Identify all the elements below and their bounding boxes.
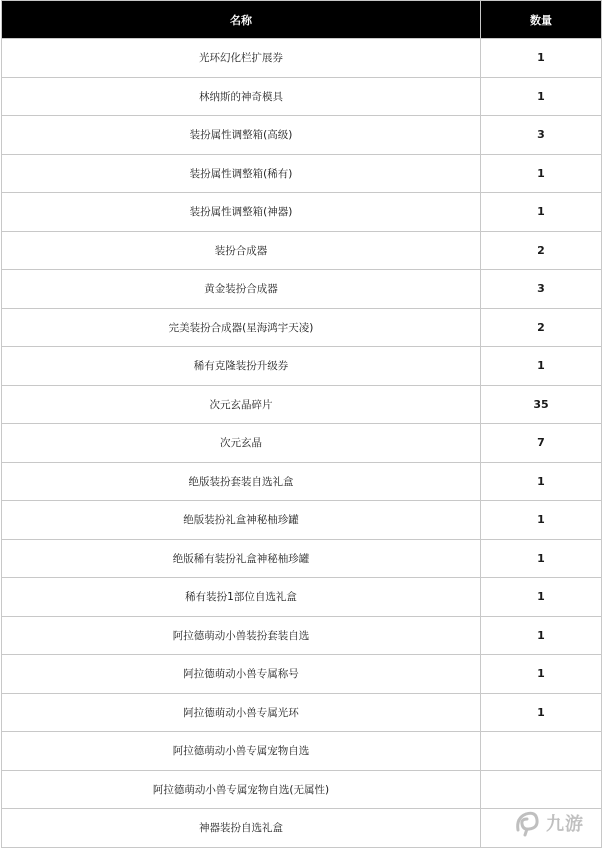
item-table bbox=[1, 0, 602, 848]
item-qty-cell: 1 bbox=[481, 77, 602, 116]
item-qty-cell: 1 bbox=[481, 501, 602, 540]
header-row bbox=[2, 1, 602, 39]
item-qty-cell: 2 bbox=[481, 231, 602, 270]
header-qty: 数量 bbox=[481, 1, 602, 39]
item-qty-cell: 1 bbox=[481, 578, 602, 617]
item-name-cell: 神器装扮自选礼盒 bbox=[2, 809, 481, 848]
table-row bbox=[2, 693, 602, 732]
item-name-cell: 完美装扮合成器(星海鸿宇天凌) bbox=[2, 308, 481, 347]
item-name-cell: 阿拉德萌动小兽专属光环 bbox=[2, 693, 481, 732]
item-qty-cell: 1 bbox=[481, 616, 602, 655]
item-qty-cell bbox=[481, 770, 602, 809]
table-row bbox=[2, 116, 602, 155]
item-qty-cell: 1 bbox=[481, 347, 602, 386]
item-qty-cell: 3 bbox=[481, 270, 602, 309]
item-qty-cell: 7 bbox=[481, 424, 602, 463]
item-name-cell: 阿拉德萌动小兽专属宠物自选(无属性) bbox=[2, 770, 481, 809]
item-name-cell: 绝版稀有装扮礼盒神秘柚珍罐 bbox=[2, 539, 481, 578]
item-qty-cell: 1 bbox=[481, 154, 602, 193]
table-row bbox=[2, 347, 602, 386]
item-name-cell: 绝版装扮套装自选礼盒 bbox=[2, 462, 481, 501]
table-row bbox=[2, 655, 602, 694]
item-name-cell: 次元玄晶 bbox=[2, 424, 481, 463]
item-name-cell: 装扮属性调整箱(稀有) bbox=[2, 154, 481, 193]
watermark-text: 九游 bbox=[546, 814, 584, 835]
item-name-cell: 光环幻化栏扩展券 bbox=[2, 39, 481, 78]
table-row bbox=[2, 501, 602, 540]
header-name: 名称 bbox=[2, 1, 481, 39]
item-qty-cell: 1 bbox=[481, 539, 602, 578]
table-row bbox=[2, 539, 602, 578]
item-name-cell: 阿拉德萌动小兽专属称号 bbox=[2, 655, 481, 694]
item-qty-cell: 1 bbox=[481, 39, 602, 78]
table-row bbox=[2, 154, 602, 193]
item-name-cell: 次元玄晶碎片 bbox=[2, 385, 481, 424]
table-row bbox=[2, 770, 602, 809]
item-name-cell: 稀有装扮1部位自选礼盒 bbox=[2, 578, 481, 617]
table-row bbox=[2, 270, 602, 309]
item-qty-cell bbox=[481, 809, 602, 848]
table-row bbox=[2, 385, 602, 424]
item-name-cell: 装扮合成器 bbox=[2, 231, 481, 270]
table-row bbox=[2, 77, 602, 116]
item-name-cell: 绝版装扮礼盒神秘柚珍罐 bbox=[2, 501, 481, 540]
table-row bbox=[2, 308, 602, 347]
item-name-cell: 稀有克隆装扮升级券 bbox=[2, 347, 481, 386]
item-name-cell: 阿拉德萌动小兽装扮套装自选 bbox=[2, 616, 481, 655]
table-header bbox=[2, 1, 602, 39]
table-row bbox=[2, 732, 602, 771]
item-name-cell: 装扮属性调整箱(神器) bbox=[2, 193, 481, 232]
item-qty-cell: 1 bbox=[481, 193, 602, 232]
item-qty-cell: 35 bbox=[481, 385, 602, 424]
item-qty-cell: 1 bbox=[481, 655, 602, 694]
item-qty-cell: 2 bbox=[481, 308, 602, 347]
item-name-cell: 阿拉德萌动小兽专属宠物自选 bbox=[2, 732, 481, 771]
item-qty-cell: 3 bbox=[481, 116, 602, 155]
item-name-cell: 黄金装扮合成器 bbox=[2, 270, 481, 309]
table-row bbox=[2, 193, 602, 232]
table-body bbox=[2, 39, 602, 848]
item-qty-cell: 1 bbox=[481, 462, 602, 501]
table-row bbox=[2, 578, 602, 617]
table-row bbox=[2, 462, 602, 501]
table-row bbox=[2, 39, 602, 78]
item-qty-cell: 1 bbox=[481, 693, 602, 732]
item-name-cell: 装扮属性调整箱(高级) bbox=[2, 116, 481, 155]
table-row bbox=[2, 424, 602, 463]
table-row bbox=[2, 231, 602, 270]
table-row bbox=[2, 809, 602, 848]
item-qty-cell bbox=[481, 732, 602, 771]
item-name-cell: 林纳斯的神奇模具 bbox=[2, 77, 481, 116]
table-row bbox=[2, 616, 602, 655]
